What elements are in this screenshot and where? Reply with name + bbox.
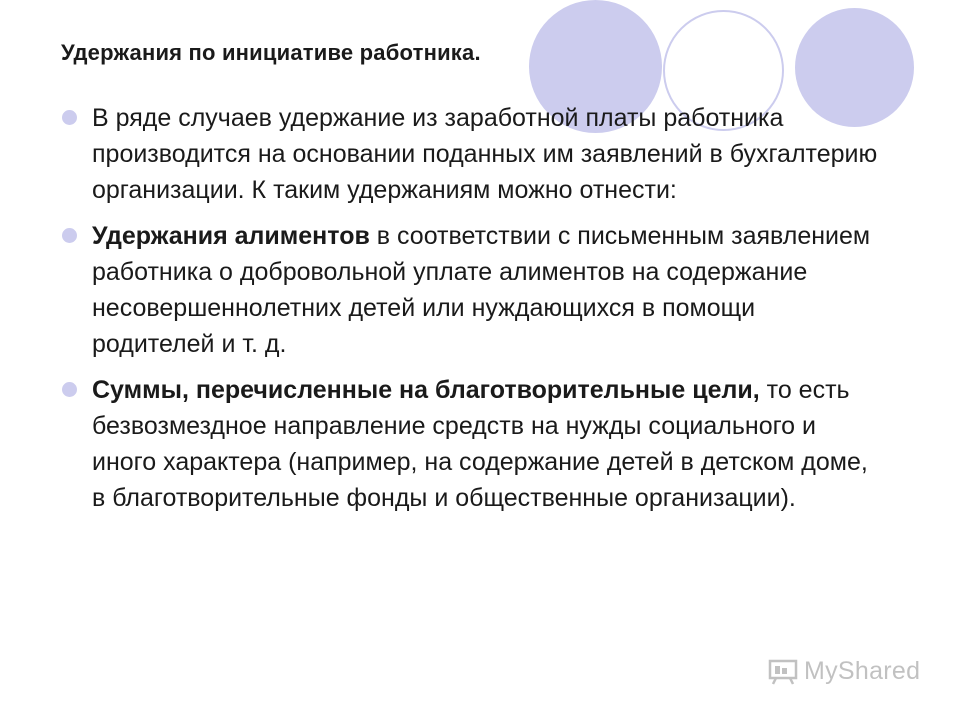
bullet-dot-icon [62, 110, 77, 125]
watermark-text: MyShared [804, 657, 921, 685]
bullet-bold-text: Удержания алиментов [92, 222, 370, 250]
slide-title: Удержания по инициативе работника. [61, 40, 481, 65]
bullet-dot-icon [62, 382, 77, 397]
bullet-text: то есть безвозмездное направление средств на нужды социального и иного характера (например, на содержание детей в детском доме, в благотворительные фонды и общественные организации). [92, 376, 868, 512]
bullet-item [62, 372, 882, 516]
bullet-list [62, 100, 882, 526]
bullet-text: В ряде случаев удержание из заработной платы работника производится на основании поданных им заявлений в бухгалтерию организации. К таким удержаниям можно отнести: [92, 104, 878, 204]
bullet-item [62, 218, 882, 362]
bullet-dot-icon [62, 228, 77, 243]
watermark [768, 657, 920, 686]
bullet-text: в соответствии с письменным заявлением работника о добровольной уплате алиментов на содержание несовершеннолетних детей или нуждающихся в помощи родителей и т. д. [92, 222, 871, 358]
presentation-board-icon [768, 659, 798, 685]
bullet-item [62, 100, 882, 208]
bullet-bold-text: Суммы, перечисленные на благотворительные цели, [92, 376, 760, 404]
